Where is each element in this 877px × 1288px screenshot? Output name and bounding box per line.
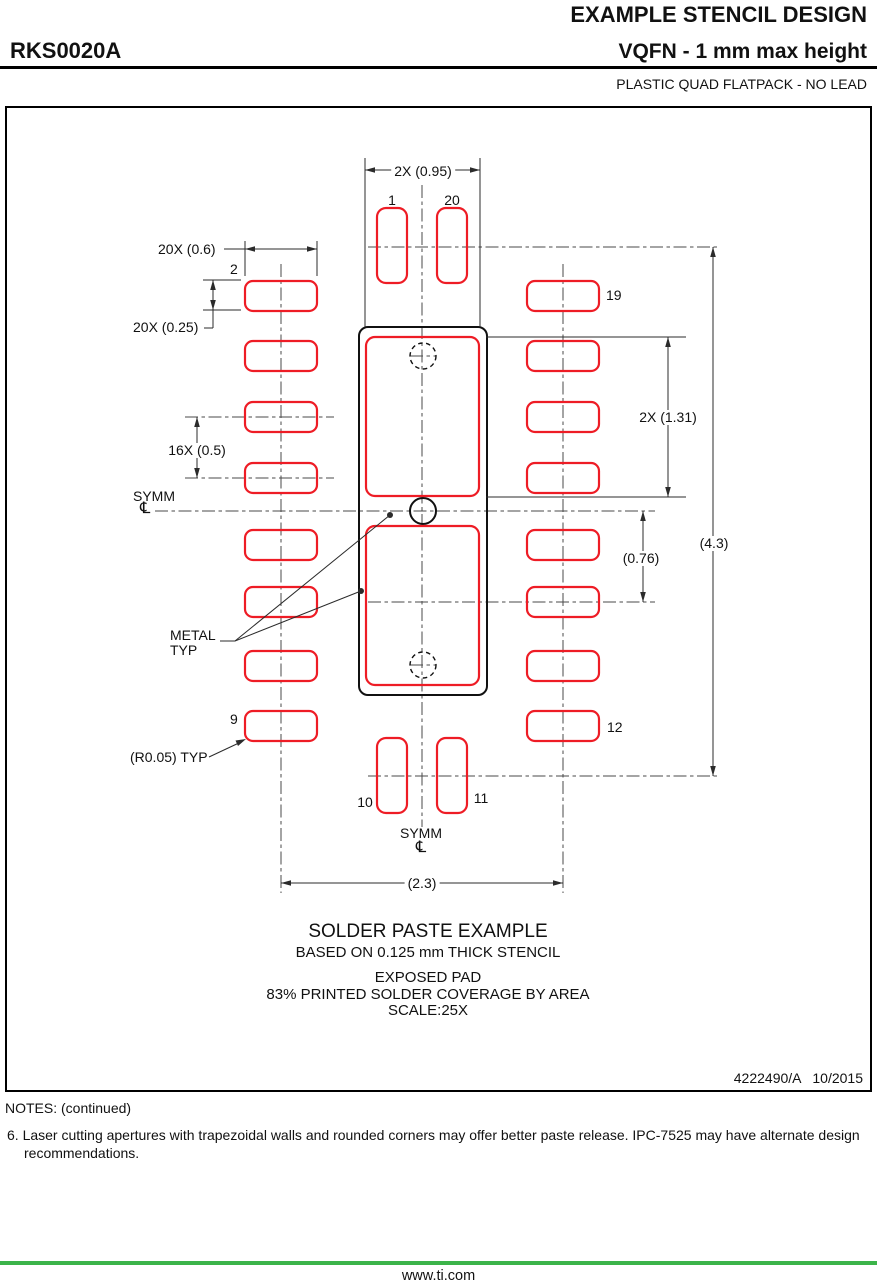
- package-title: VQFN - 1 mm max height: [618, 40, 867, 63]
- metal-line2: TYP: [170, 641, 198, 658]
- caption-subtitle: BASED ON 0.125 mm THICK STENCIL: [295, 944, 561, 961]
- symm-label-bottom: SYMM: [400, 825, 442, 841]
- document-title: EXAMPLE STENCIL DESIGN: [570, 2, 867, 27]
- symm-label-left: SYMM: [133, 488, 175, 504]
- dimension-lines: [197, 158, 713, 883]
- caption-epad-line3: SCALE:25X: [387, 1002, 469, 1019]
- dim-row-offset: (0.76): [620, 551, 663, 566]
- pin-label-2: 2: [230, 261, 238, 277]
- metal-typ-callout: [170, 628, 216, 657]
- pin-label-19: 19: [606, 287, 622, 303]
- pin-label-11: 11: [473, 790, 489, 806]
- package-subtitle: PLASTIC QUAD FLATPACK - NO LEAD: [616, 76, 867, 92]
- dim-aperture-width: 20X (0.6): [158, 241, 216, 257]
- ti-url[interactable]: www.ti.com: [401, 1268, 476, 1284]
- footer-divider: [0, 1261, 877, 1265]
- pin-label-20: 20: [444, 192, 460, 208]
- pin-label-12: 12: [607, 719, 623, 735]
- metal-line1: METAL: [170, 627, 216, 643]
- dim-overall-height: (4.3): [697, 536, 732, 551]
- dim-epad-aperture-height: 2X (1.31): [636, 410, 700, 425]
- centerline-symbol-left: ℄: [140, 500, 151, 517]
- revision-number: 4222490/A 10/2015: [733, 1070, 863, 1086]
- pin-label-9: 9: [230, 711, 238, 727]
- dim-pitch: 16X (0.5): [165, 443, 229, 458]
- caption-title: SOLDER PASTE EXAMPLE: [308, 921, 548, 942]
- notes-header: NOTES: (continued): [5, 1100, 132, 1116]
- part-number: RKS0020A: [10, 38, 122, 63]
- caption-epad-line1: EXPOSED PAD: [374, 969, 482, 986]
- dim-span: (2.3): [405, 876, 440, 891]
- dim-corner-radius: (R0.05) TYP: [130, 749, 208, 765]
- dim-aperture-height: 20X (0.25): [133, 319, 199, 335]
- note-6: 6. Laser cutting apertures with trapezoidal walls and rounded corners may offer better paste release. IPC-7525 may have alternate design recommendations.: [7, 1127, 860, 1161]
- pin-label-1: 1: [388, 192, 396, 208]
- caption-epad-line2: 83% PRINTED SOLDER COVERAGE BY AREA: [266, 986, 590, 1003]
- centerline-symbol-bottom: ℄: [415, 839, 427, 856]
- pin-label-10: 10: [357, 794, 373, 810]
- dim-top-pitch: 2X (0.95): [391, 164, 455, 179]
